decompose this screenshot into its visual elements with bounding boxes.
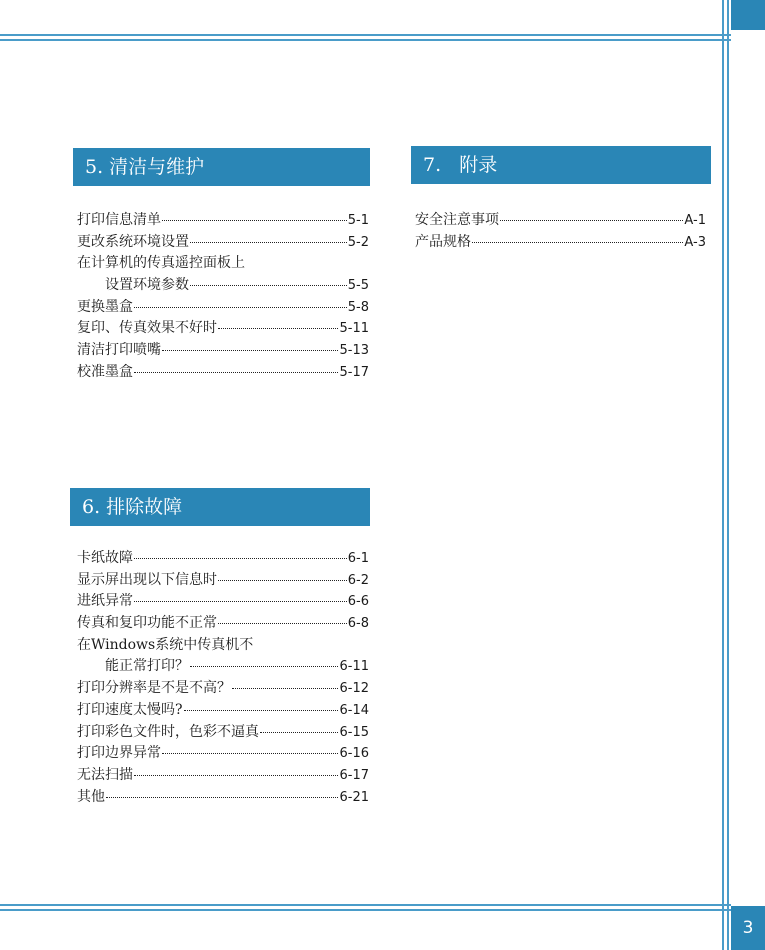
toc-entry-title: 产品规格 xyxy=(415,233,471,250)
toc-entry[interactable] xyxy=(77,297,369,319)
toc-entry-page: 5-13 xyxy=(339,343,369,359)
bottom-border-line xyxy=(0,904,731,906)
toc-leader-dots xyxy=(134,775,338,776)
toc-list-section-5 xyxy=(77,210,369,384)
top-border-line xyxy=(0,34,731,36)
toc-leader-dots xyxy=(134,601,347,602)
toc-entry[interactable] xyxy=(77,362,369,384)
toc-entry-title: 清洁打印喷嘴 xyxy=(77,342,161,359)
toc-entry-title: 打印边界异常 xyxy=(77,745,161,762)
toc-entry-title: 能正常打印？ xyxy=(105,658,189,675)
toc-entry-page: 5-11 xyxy=(339,321,369,337)
toc-leader-dots xyxy=(218,623,347,624)
toc-leader-dots xyxy=(134,558,347,559)
toc-entry-title: 打印信息清单 xyxy=(77,212,161,228)
toc-entry[interactable] xyxy=(77,318,369,340)
toc-entry-title: 无法扫描 xyxy=(77,766,133,783)
toc-entry-page: 6-12 xyxy=(339,681,369,697)
toc-entry[interactable] xyxy=(77,548,369,570)
toc-entry-page: 6-17 xyxy=(339,767,369,783)
page-number: 3 xyxy=(731,906,765,950)
toc-list-section-6 xyxy=(77,548,369,808)
toc-entry[interactable] xyxy=(77,722,369,744)
toc-entry-title: 更换墨盒 xyxy=(77,298,133,315)
toc-entry-page: 6-11 xyxy=(339,659,369,675)
toc-entry-title: 打印速度太慢吗? xyxy=(77,701,183,718)
toc-leader-dots xyxy=(260,732,338,733)
toc-entry-page: 5-8 xyxy=(347,299,369,315)
toc-entry-title: 复印、传真效果不好时 xyxy=(77,320,217,337)
toc-entry-page: 5-2 xyxy=(347,234,369,250)
toc-entry-title: 设置环境参数 xyxy=(105,277,189,294)
toc-entry[interactable] xyxy=(77,340,369,362)
toc-entry-title: 在Windows系统中传真机不 xyxy=(77,636,254,653)
toc-leader-dots xyxy=(190,666,338,667)
toc-entry-page: 6-16 xyxy=(339,746,369,762)
toc-entry-page: 6-8 xyxy=(347,616,369,632)
toc-entry[interactable] xyxy=(77,635,369,657)
right-border-line-inner xyxy=(727,0,729,950)
toc-entry-page: 5-17 xyxy=(339,364,369,380)
toc-entry-title: 显示屏出现以下信息时 xyxy=(77,571,217,588)
top-border-line-inner xyxy=(0,39,731,41)
bottom-border-line-inner xyxy=(0,909,731,911)
toc-leader-dots xyxy=(472,242,683,243)
toc-entry-page: 6-2 xyxy=(347,572,369,588)
toc-entry-page: 5-1 xyxy=(347,213,369,228)
corner-tab xyxy=(731,0,765,30)
toc-leader-dots xyxy=(218,580,347,581)
toc-leader-dots xyxy=(162,220,347,221)
toc-entry-title: 更改系统环境设置 xyxy=(77,233,189,250)
toc-entry-title: 安全注意事项 xyxy=(415,212,499,228)
toc-entry-title: 校准墨盒 xyxy=(77,363,133,380)
toc-leader-dots xyxy=(190,242,347,243)
section-header-5: 5. 清洁与维护 xyxy=(73,148,370,186)
toc-entry[interactable] xyxy=(77,787,369,809)
toc-leader-dots xyxy=(162,753,338,754)
toc-entry-page: A-1 xyxy=(684,213,706,228)
toc-entry[interactable] xyxy=(77,275,369,297)
toc-entry[interactable] xyxy=(77,210,369,232)
toc-leader-dots xyxy=(190,285,347,286)
toc-entry[interactable] xyxy=(77,656,369,678)
toc-entry-page: 5-5 xyxy=(347,278,369,294)
toc-entry-title: 传真和复印功能不正常 xyxy=(77,615,217,632)
right-border-line xyxy=(722,0,724,950)
toc-entry[interactable] xyxy=(77,613,369,635)
toc-leader-dots xyxy=(184,710,339,711)
toc-list-section-7 xyxy=(415,210,706,253)
toc-leader-dots xyxy=(218,328,338,329)
toc-entry[interactable] xyxy=(77,232,369,254)
toc-entry-title: 卡纸故障 xyxy=(77,550,133,566)
toc-entry[interactable] xyxy=(77,570,369,592)
toc-entry[interactable] xyxy=(77,591,369,613)
toc-leader-dots xyxy=(106,797,338,798)
toc-entry-page: 6-14 xyxy=(339,702,369,718)
toc-entry[interactable] xyxy=(77,743,369,765)
toc-entry[interactable] xyxy=(77,678,369,700)
toc-entry[interactable] xyxy=(415,232,706,254)
toc-entry-title: 进纸异常 xyxy=(77,593,133,610)
toc-entry-page: 6-15 xyxy=(339,724,369,740)
toc-entry-page: 6-6 xyxy=(347,594,369,610)
toc-entry[interactable] xyxy=(77,700,369,722)
toc-entry-title: 其他 xyxy=(77,788,105,805)
toc-entry-title: 打印分辨率是不是不高？ xyxy=(77,680,231,697)
toc-entry-page: 6-21 xyxy=(339,789,369,805)
toc-leader-dots xyxy=(134,372,338,373)
toc-entry-page: 6-1 xyxy=(347,551,369,566)
toc-leader-dots xyxy=(500,220,683,221)
toc-entry[interactable] xyxy=(77,765,369,787)
toc-entry[interactable] xyxy=(77,253,369,275)
toc-entry[interactable] xyxy=(415,210,706,232)
toc-entry-title: 在计算机的传真遥控面板上 xyxy=(77,255,245,272)
toc-entry-title: 打印彩色文件时，色彩不逼真 xyxy=(77,723,259,740)
toc-entry-page: A-3 xyxy=(684,234,706,250)
toc-leader-dots xyxy=(162,350,338,351)
section-header-6: 6. 排除故障 xyxy=(70,488,370,526)
toc-leader-dots xyxy=(134,307,347,308)
toc-leader-dots xyxy=(232,688,338,689)
section-header-7: 7. 附录 xyxy=(411,146,711,184)
